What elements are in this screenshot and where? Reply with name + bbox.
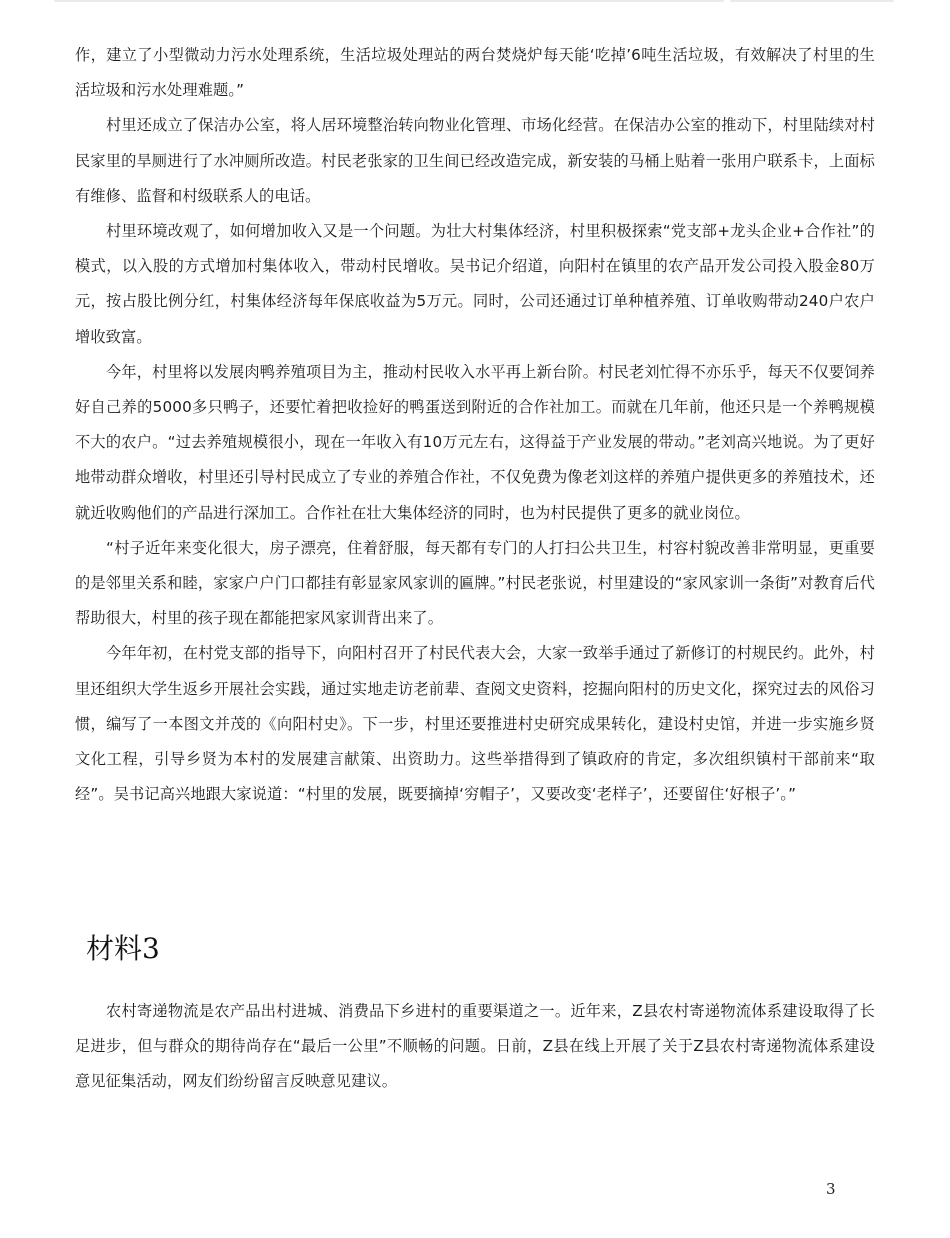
document-body [75, 38, 875, 812]
page-number: 3 [826, 1180, 836, 1198]
paragraph: 农村寄递物流是农产品出村进城、消费品下乡进村的重要渠道之一。近年来，Z县农村寄递物流体系建设取得了长足进步，但与群众的期待尚存在“最后一公里”不顺畅的问题。日前，Z县在线上开展了关于Z县农村寄递物流体系建设意见征集活动，网友们纷纷留言反映意见建议。 [75, 1002, 875, 1091]
paragraph: 今年年初，在村党支部的指导下，向阳村召开了村民代表大会，大家一致举手通过了新修订的村规民约。此外，村里还组织大学生返乡开展社会实践，通过实地走访老前辈、查阅文史资料，挖掘向阳村的历史文化，探究过去的风俗习惯，编写了一本图文并茂的《向阳村史》。下一步，村里还要推进村史研究成果转化，建设村史馆，并进一步实施乡贤文化工程，引导乡贤为本村的发展建言献策、出资助力。这些举措得到了镇政府的肯定，多次组织镇村干部前来“取经”。吴书记高兴地跟大家说道：“村里的发展，既要摘掉‘穷帽子’，又要改变‘老样子’，还要留住‘好根子’。” [75, 644, 875, 804]
paragraph: 村里还成立了保洁办公室，将人居环境整治转向物业化管理、市场化经营。在保洁办公室的推动下，村里陆续对村民家里的旱厕进行了水冲厕所改造。村民老张家的卫生间已经改造完成，新安装的马桶上贴着一张用户联系卡，上面标有维修、监督和村级联系人的电话。 [75, 116, 875, 205]
document-body-section-3 [75, 994, 875, 1100]
section-heading: 材料3 [86, 932, 160, 965]
paragraph: 村里环境改观了，如何增加收入又是一个问题。为壮大村集体经济，村里积极探索“党支部+龙头企业+合作社”的模式，以入股的方式增加村集体收入，带动村民增收。吴书记介绍道，向阳村在镇里的农产品开发公司投入股金80万元，按占股比例分红，村集体经济每年保底收益为5万元。同时，公司还通过订单种植养殖、订单收购带动240户农户增收致富。 [75, 222, 875, 346]
toolbar-segment-right [730, 0, 894, 2]
top-toolbar-remnant [0, 0, 950, 3]
paragraph: “村子近年来变化很大，房子漂亮，住着舒服，每天都有专门的人打扫公共卫生，村容村貌改善非常明显，更重要的是邻里关系和睦，家家户户门口都挂有彰显家风家训的匾牌。”村民老张说，村里建设的“家风家训一条街”对教育后代帮助很大，村里的孩子现在都能把家风家训背出来了。 [75, 538, 875, 628]
paragraph: 今年，村里将以发展肉鸭养殖项目为主，推动村民收入水平再上新台阶。村民老刘忙得不亦乐乎，每天不仅要饲养好自己养的5000多只鸭子，还要忙着把收捡好的鸭蛋送到附近的合作社加工。而就在几年前，他还只是一个养鸭规模不大的农户。“过去养殖规模很小，现在一年收入有10万元左右，这得益于产业发展的带动。”老刘高兴地说。为了更好地带动群众增收，村里还引导村民成立了专业的养殖合作社，不仅免费为像老刘这样的养殖户提供更多的养殖技术，还就近收购他们的产品进行深加工。合作社在壮大集体经济的同时，也为村民提供了更多的就业岗位。 [75, 362, 875, 522]
toolbar-segment-left [54, 0, 724, 2]
paragraph-continuation: 作，建立了小型微动力污水处理系统，生活垃圾处理站的两台焚烧炉每天能‘吃掉’6吨生活垃圾，有效解决了村里的生活垃圾和污水处理难题。” [75, 46, 875, 100]
